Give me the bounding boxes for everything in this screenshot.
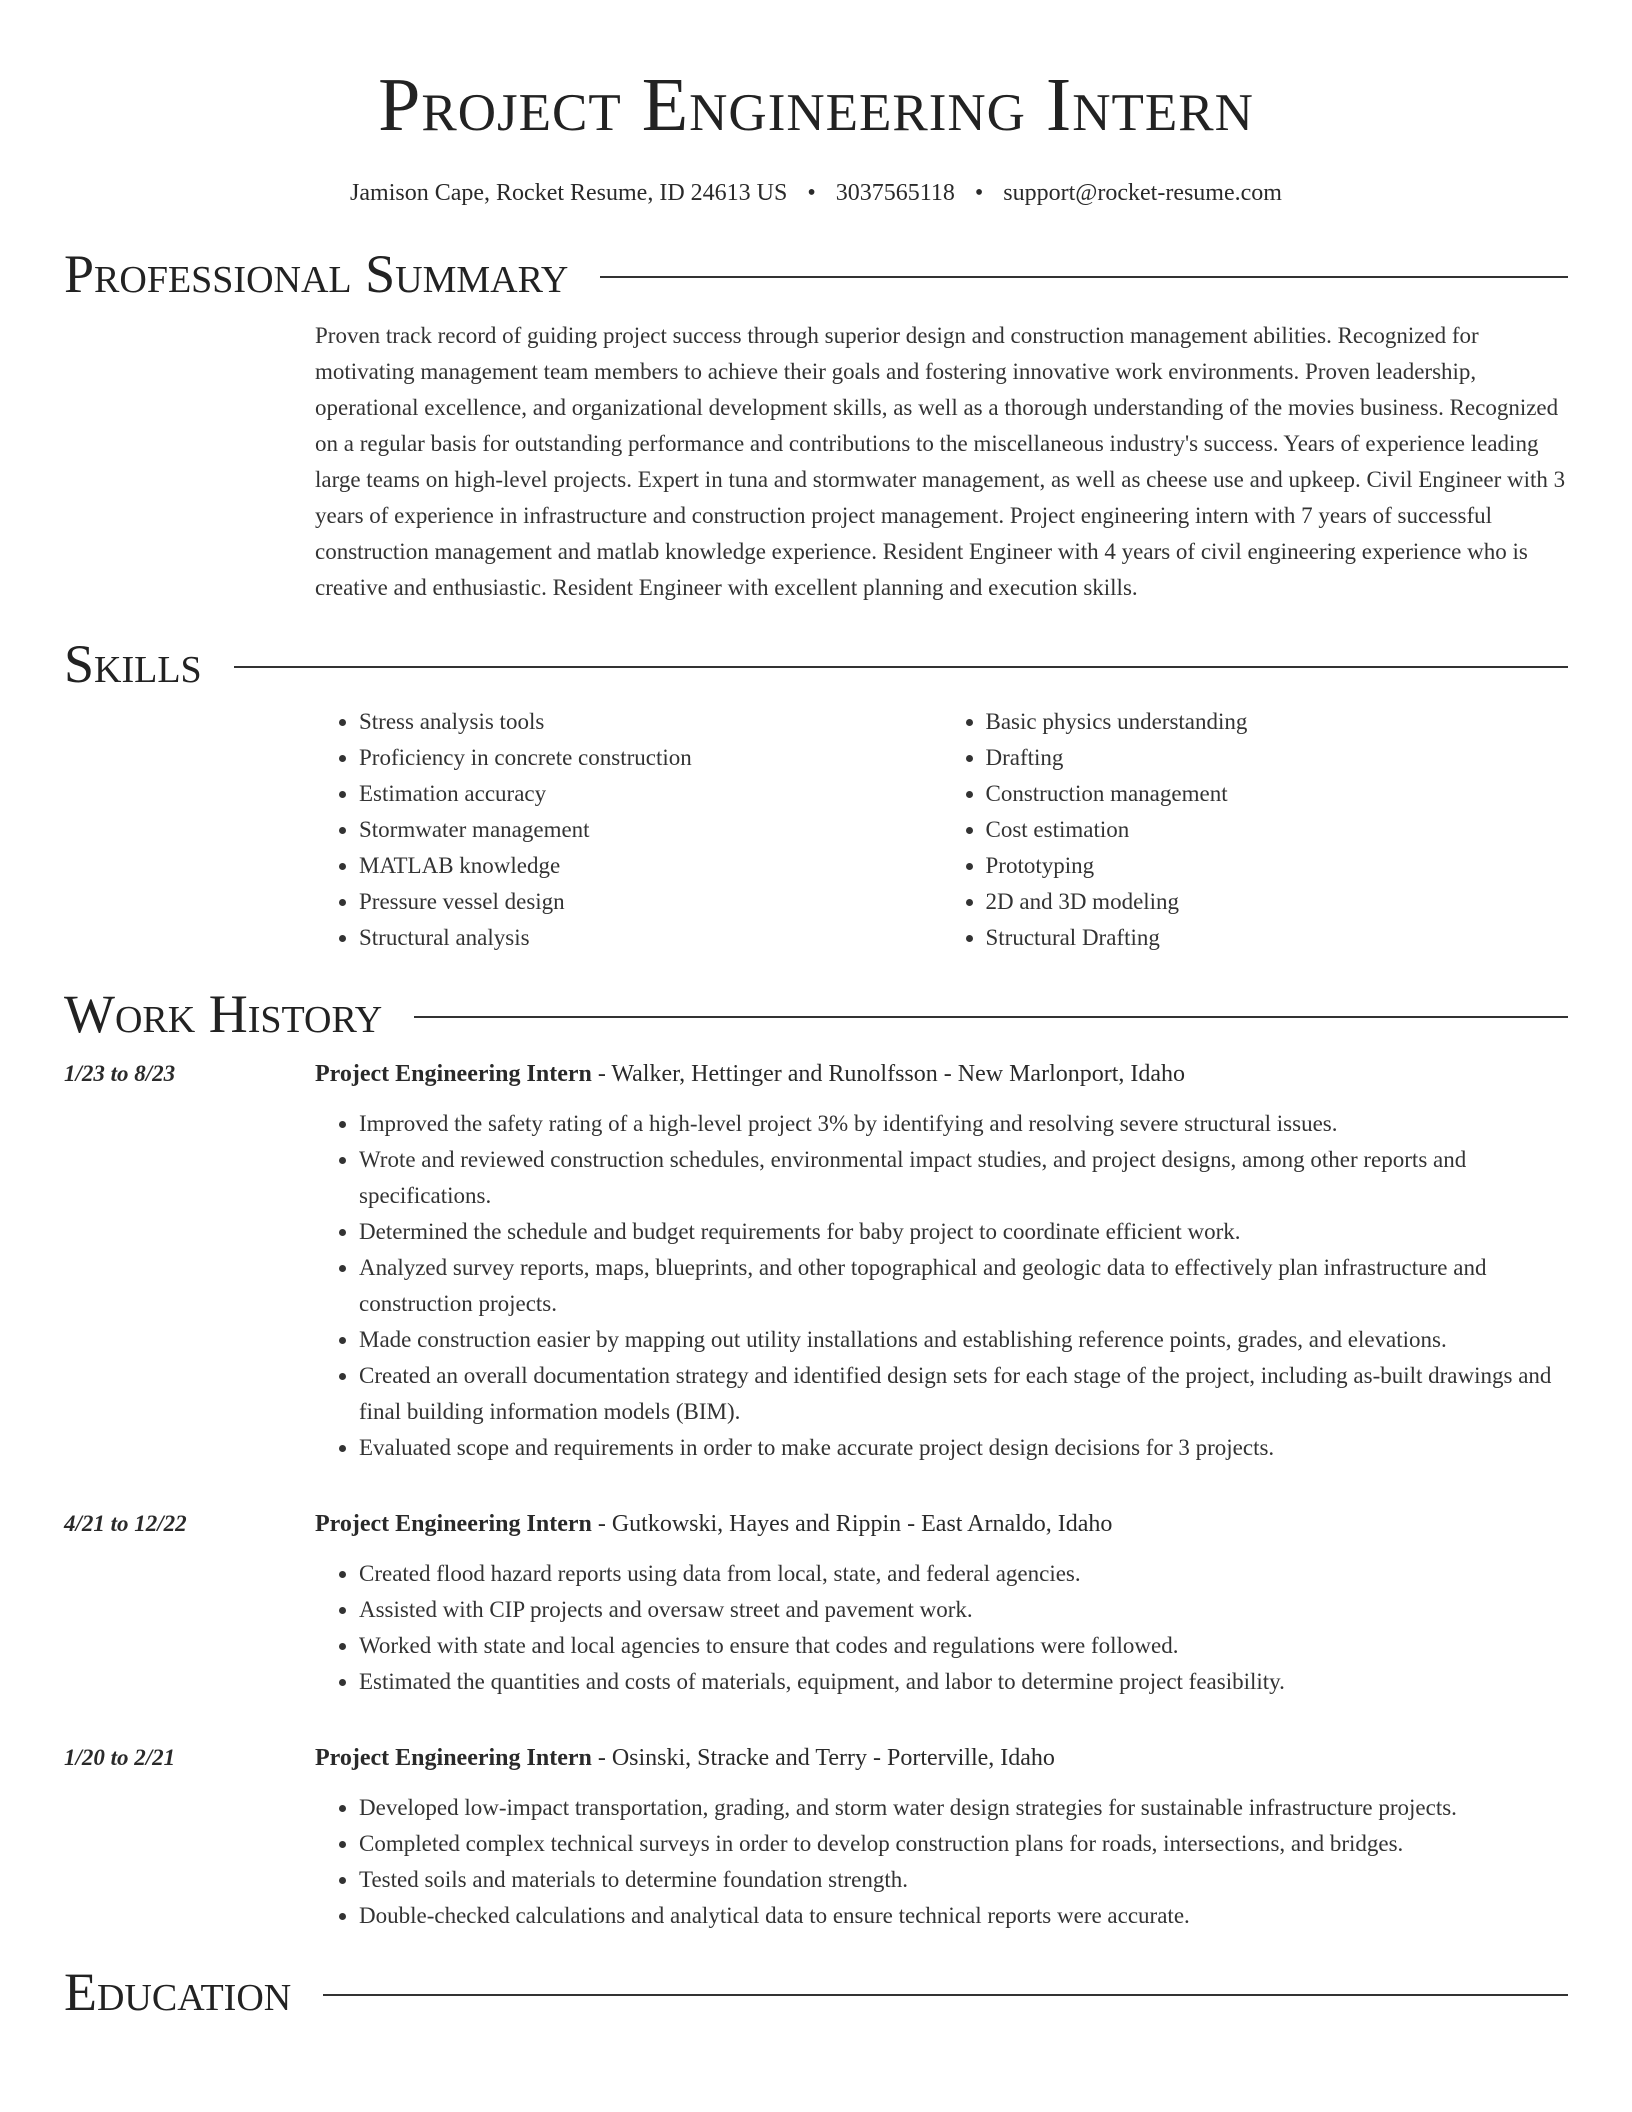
summary-text: Proven track record of guiding project success through superior design and construction management abilities. Recognized for motivating management team members to achieve their goals and fostering innovative work environments. Proven leadership, operational excellence, and organizational development skills, as well as a thorough understanding of the movies business. Recognized on a regular basis for outstanding performance and contributions to the miscellaneous industry's success. Years of experience leading large teams on high-level projects. Expert in tuna and stormwater management, as well as cheese use and upkeep. Civil Engineer with 3 years of experience in infrastructure and construction project management. Project engineering intern with 7 years of successful construction management and matlab knowledge experience. Resident Engineer with 4 years of civil engineering experience who is creative and enthusiastic. Resident Engineer with excellent planning and execution skills.	[315, 323, 1566, 600]
skills-column-left	[315, 704, 942, 956]
job-bullet: • Estimated the quantities and costs of materials, equipment, and labor to determine project feasibility.	[359, 1664, 1568, 1700]
work-section-header	[64, 984, 1568, 1044]
job-heading	[315, 1056, 1568, 1092]
job-bullet-list	[315, 1106, 1568, 1466]
job-bullet: • Assisted with CIP projects and oversaw street and pavement work.	[359, 1592, 1568, 1628]
skills-section-header	[64, 634, 1568, 694]
skill-item: • Estimation accuracy	[359, 776, 942, 812]
job-role: Project Engineering Intern	[315, 1745, 592, 1771]
job-bullet: • Double-checked calculations and analytical data to ensure technical reports were accurate.	[359, 1898, 1568, 1934]
resume-page	[64, 0, 1568, 2022]
skills-list	[315, 704, 1568, 956]
job-employer-location: - Osinski, Stracke and Terry - Porterville, Idaho	[591, 1745, 1055, 1771]
skill-item: • Basic physics understanding	[986, 704, 1569, 740]
job-bullet: • Analyzed survey reports, maps, blueprints, and other topographical and geologic data to effectively plan infrastructure and construction projects.	[359, 1250, 1568, 1322]
skill-item: • Structural Drafting	[986, 920, 1569, 956]
summary-title: Professional Summary	[64, 244, 569, 304]
skill-item: • Cost estimation	[986, 812, 1569, 848]
job-bullet-list	[315, 1790, 1568, 1934]
job-body	[315, 1506, 1568, 1700]
job-body	[315, 1056, 1568, 1466]
skill-item: • Stormwater management	[359, 812, 942, 848]
contact-separator: •	[974, 180, 984, 206]
skill-item: • Pressure vessel design	[359, 884, 942, 920]
section-divider	[414, 1016, 1568, 1018]
skill-item: • Drafting	[986, 740, 1569, 776]
job-role: Project Engineering Intern	[315, 1061, 592, 1087]
job-entry	[64, 1506, 1568, 1700]
skill-item: • Structural analysis	[359, 920, 942, 956]
contact-address: Jamison Cape, Rocket Resume, ID 24613 US	[350, 180, 788, 206]
contact-phone: 3037565118	[835, 180, 955, 206]
job-dates: 1/23 to 8/23	[64, 1061, 176, 1086]
section-divider	[234, 666, 1568, 668]
job-bullet: • Made construction easier by mapping out utility installations and establishing reference points, grades, and elevations.	[359, 1322, 1568, 1358]
skills-column-right	[942, 704, 1569, 956]
job-employer-location: - Walker, Hettinger and Runolfsson - New Marlonport, Idaho	[591, 1061, 1186, 1087]
section-divider	[323, 1994, 1568, 1996]
job-bullet: • Created flood hazard reports using data from local, state, and federal agencies.	[359, 1556, 1568, 1592]
education-section-header	[64, 1962, 1568, 2022]
job-bullet: • Completed complex technical surveys in order to develop construction plans for roads, intersections, and bridges.	[359, 1826, 1568, 1862]
contact-line	[64, 178, 1568, 208]
job-bullet: • Determined the schedule and budget requirements for baby project to coordinate efficient work.	[359, 1214, 1568, 1250]
summary-section-header	[64, 244, 1568, 304]
job-bullet: • Tested soils and materials to determine foundation strength.	[359, 1862, 1568, 1898]
job-dates: 4/21 to 12/22	[64, 1511, 187, 1536]
contact-email: support@rocket-resume.com	[1003, 180, 1282, 206]
education-title: Education	[64, 1962, 292, 2022]
resume-name: Project Engineering Intern	[378, 63, 1254, 147]
work-history-list	[64, 1056, 1568, 1934]
job-bullet-list	[315, 1556, 1568, 1700]
skill-item: • Construction management	[986, 776, 1569, 812]
job-heading	[315, 1740, 1568, 1776]
skill-item: • MATLAB knowledge	[359, 848, 942, 884]
job-dates: 1/20 to 2/21	[64, 1745, 176, 1770]
job-bullet: • Developed low-impact transportation, grading, and storm water design strategies for sustainable infrastructure projects.	[359, 1790, 1568, 1826]
job-body	[315, 1740, 1568, 1934]
job-bullet: • Wrote and reviewed construction schedules, environmental impact studies, and project designs, among other reports and specifications.	[359, 1142, 1568, 1214]
job-entry	[64, 1740, 1568, 1934]
job-entry	[64, 1056, 1568, 1466]
job-bullet: • Worked with state and local agencies to ensure that codes and regulations were followed.	[359, 1628, 1568, 1664]
section-divider	[600, 276, 1568, 278]
job-bullet: • Evaluated scope and requirements in order to make accurate project design decisions for 3 projects.	[359, 1430, 1568, 1466]
contact-separator: •	[807, 180, 816, 206]
job-heading	[315, 1506, 1568, 1542]
work-title: Work History	[64, 984, 383, 1044]
skill-item: • Proficiency in concrete construction	[359, 740, 942, 776]
skills-title: Skills	[64, 634, 202, 694]
skill-item: • Stress analysis tools	[359, 704, 942, 740]
job-bullet: • Improved the safety rating of a high-level project 3% by identifying and resolving severe structural issues.	[359, 1106, 1568, 1142]
skill-item: • Prototyping	[986, 848, 1569, 884]
skill-item: • 2D and 3D modeling	[986, 884, 1569, 920]
job-bullet: • Created an overall documentation strategy and identified design sets for each stage of the project, including as-built drawings and final building information models (BIM).	[359, 1358, 1568, 1430]
job-employer-location: - Gutkowski, Hayes and Rippin - East Arnaldo, Idaho	[591, 1511, 1113, 1537]
job-role: Project Engineering Intern	[315, 1511, 592, 1537]
